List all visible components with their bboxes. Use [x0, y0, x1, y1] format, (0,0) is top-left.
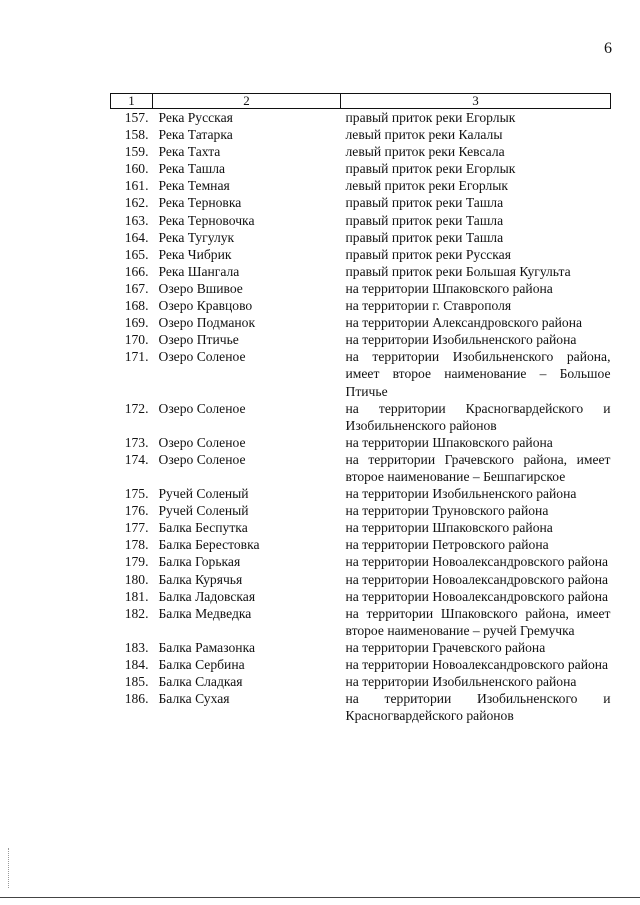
row-number: 158.	[124, 127, 149, 143]
table-header	[111, 94, 611, 109]
location-description: правый приток реки Ташла	[345, 229, 504, 245]
row-number: 181.	[124, 588, 149, 604]
water-body-name: Озеро Соленое	[158, 434, 246, 450]
location-description: на территории Грачевского района	[345, 639, 546, 655]
table-row	[111, 656, 611, 673]
location-description: на территории Грачевского района, имеет второе наименование – Бешпагирское	[345, 451, 611, 484]
water-bodies-table	[110, 93, 611, 724]
table-row	[111, 126, 611, 143]
table-row	[111, 485, 611, 502]
page-number: 6	[604, 40, 612, 57]
table-row	[111, 212, 611, 229]
table-row	[111, 297, 611, 314]
location-description: на территории Шпаковского района	[345, 520, 553, 536]
location-description: на территории Новоалександровского района	[345, 571, 609, 587]
location-description: на территории Александровского района	[345, 315, 582, 331]
location-description: на территории Шпаковского района	[345, 434, 553, 450]
row-number: 175.	[124, 486, 149, 502]
water-body-name: Балка Курячья	[158, 571, 243, 587]
table-row	[111, 177, 611, 194]
water-body-name: Река Ташла	[158, 161, 226, 177]
location-description: на территории Петровского района	[345, 537, 549, 553]
table-row	[111, 109, 611, 127]
water-body-name: Озеро Соленое	[158, 451, 246, 467]
location-description: правый приток реки Ташла	[345, 212, 504, 228]
location-description: на территории г. Ставрополя	[345, 298, 512, 314]
table-row	[111, 639, 611, 656]
location-description: на территории Изобильненского района	[345, 332, 577, 348]
table-row	[111, 605, 611, 639]
row-number: 162.	[124, 195, 149, 211]
table-row	[111, 553, 611, 570]
row-number: 168.	[124, 298, 149, 314]
row-number: 159.	[124, 144, 149, 160]
table-row	[111, 588, 611, 605]
table-row	[111, 160, 611, 177]
table-row	[111, 246, 611, 263]
row-number: 169.	[124, 315, 149, 331]
table-row	[111, 280, 611, 297]
margin-mark	[8, 848, 11, 888]
row-number: 185.	[124, 674, 149, 690]
row-number: 160.	[124, 161, 149, 177]
row-number: 186.	[124, 691, 149, 707]
location-description: на территории Труновского района	[345, 503, 549, 519]
row-number: 172.	[124, 400, 149, 416]
location-description: левый приток реки Егорлык	[345, 178, 509, 194]
row-number: 174.	[124, 451, 149, 467]
row-number: 184.	[124, 657, 149, 672]
water-body-name: Река Русская	[158, 110, 233, 125]
table-row	[111, 434, 611, 451]
row-number: 157.	[124, 110, 149, 125]
table-row	[111, 314, 611, 331]
water-body-name: Озеро Соленое	[158, 400, 246, 416]
table-row	[111, 194, 611, 211]
location-description: левый приток реки Кевсала	[345, 144, 505, 160]
location-description: правый приток реки Егорлык	[345, 110, 516, 125]
document-table-container	[110, 93, 610, 724]
location-description: левый приток реки Калалы	[345, 127, 503, 143]
table-row	[111, 331, 611, 348]
row-number: 180.	[124, 571, 149, 587]
column-header-3: 3	[341, 94, 611, 109]
water-body-name: Балка Сладкая	[158, 674, 243, 690]
row-number: 177.	[124, 520, 149, 536]
row-number: 179.	[124, 554, 149, 570]
table-row	[111, 536, 611, 553]
location-description: правый приток реки Большая Кугульта	[345, 263, 571, 279]
column-header-2: 2	[153, 94, 341, 109]
table-row	[111, 690, 611, 724]
location-description: правый приток реки Егорлык	[345, 161, 516, 177]
row-number: 167.	[124, 280, 149, 296]
location-description: на территории Шпаковского района, имеет второе наименование – ручей Гремучка	[345, 605, 611, 638]
water-body-name: Балка Горькая	[158, 554, 241, 570]
row-number: 183.	[124, 639, 149, 655]
location-description: на территории Изобильненского района	[345, 674, 577, 690]
location-description: на территории Новоалександровского района	[345, 588, 609, 604]
water-body-name: Балка Берестовка	[158, 537, 260, 553]
row-number: 164.	[124, 229, 149, 245]
location-description: на территории Изобильненского и Красногвардейского районов	[345, 691, 611, 724]
location-description: правый приток реки Ташла	[345, 195, 504, 211]
water-body-name: Балка Ладовская	[158, 588, 256, 604]
water-body-name: Река Тугулук	[158, 229, 235, 245]
row-number: 182.	[124, 605, 149, 621]
row-number: 178.	[124, 537, 149, 553]
water-body-name: Балка Медведка	[158, 605, 252, 621]
row-number: 166.	[124, 263, 149, 279]
row-number: 165.	[124, 246, 149, 262]
table-row	[111, 451, 611, 485]
table-row	[111, 400, 611, 434]
water-body-name: Река Терновка	[158, 195, 242, 211]
table-body	[111, 109, 611, 725]
table-row	[111, 229, 611, 246]
water-body-name: Озеро Птичье	[158, 332, 239, 348]
location-description: на территории Изобильненского района	[345, 486, 577, 502]
row-number: 176.	[124, 503, 149, 519]
water-body-name: Река Татарка	[158, 127, 233, 143]
page-bottom-edge	[0, 897, 640, 898]
water-body-name: Река Шангала	[158, 263, 240, 279]
location-description: на территории Шпаковского района	[345, 280, 553, 296]
row-number: 170.	[124, 332, 149, 348]
column-header-1: 1	[111, 94, 153, 109]
water-body-name: Озеро Кравцово	[158, 298, 253, 314]
location-description: на территории Красногвардейского и Изобильненского районов	[345, 400, 611, 433]
table-row	[111, 519, 611, 536]
water-body-name: Озеро Подманок	[158, 315, 256, 331]
water-body-name: Река Темная	[158, 178, 230, 194]
water-body-name: Балка Сербина	[158, 657, 245, 672]
row-number: 171.	[124, 349, 149, 365]
table-row	[111, 263, 611, 280]
table-row	[111, 673, 611, 690]
row-number: 173.	[124, 434, 149, 450]
row-number: 161.	[124, 178, 149, 194]
location-description: на территории Новоалександровского района	[345, 657, 609, 672]
location-description: правый приток реки Русская	[345, 246, 511, 262]
water-body-name: Река Чибрик	[158, 246, 232, 262]
water-body-name: Балка Рамазонка	[158, 639, 256, 655]
row-number: 163.	[124, 212, 149, 228]
table-row	[111, 143, 611, 160]
water-body-name: Озеро Вшивое	[158, 280, 243, 296]
water-body-name: Балка Сухая	[158, 691, 230, 707]
water-body-name: Река Терновочка	[158, 212, 255, 228]
water-body-name: Река Тахта	[158, 144, 221, 160]
table-row	[111, 571, 611, 588]
location-description: на территории Изобильненского района, имеет второе наименование – Большое Птичье	[345, 349, 611, 399]
location-description: на территории Новоалександровского района	[345, 554, 609, 570]
water-body-name: Озеро Соленое	[158, 349, 246, 365]
table-row	[111, 502, 611, 519]
table-header-row	[111, 94, 611, 109]
water-body-name: Балка Беспутка	[158, 520, 248, 536]
water-body-name: Ручей Соленый	[158, 503, 249, 519]
table-row	[111, 348, 611, 399]
water-body-name: Ручей Соленый	[158, 486, 249, 502]
